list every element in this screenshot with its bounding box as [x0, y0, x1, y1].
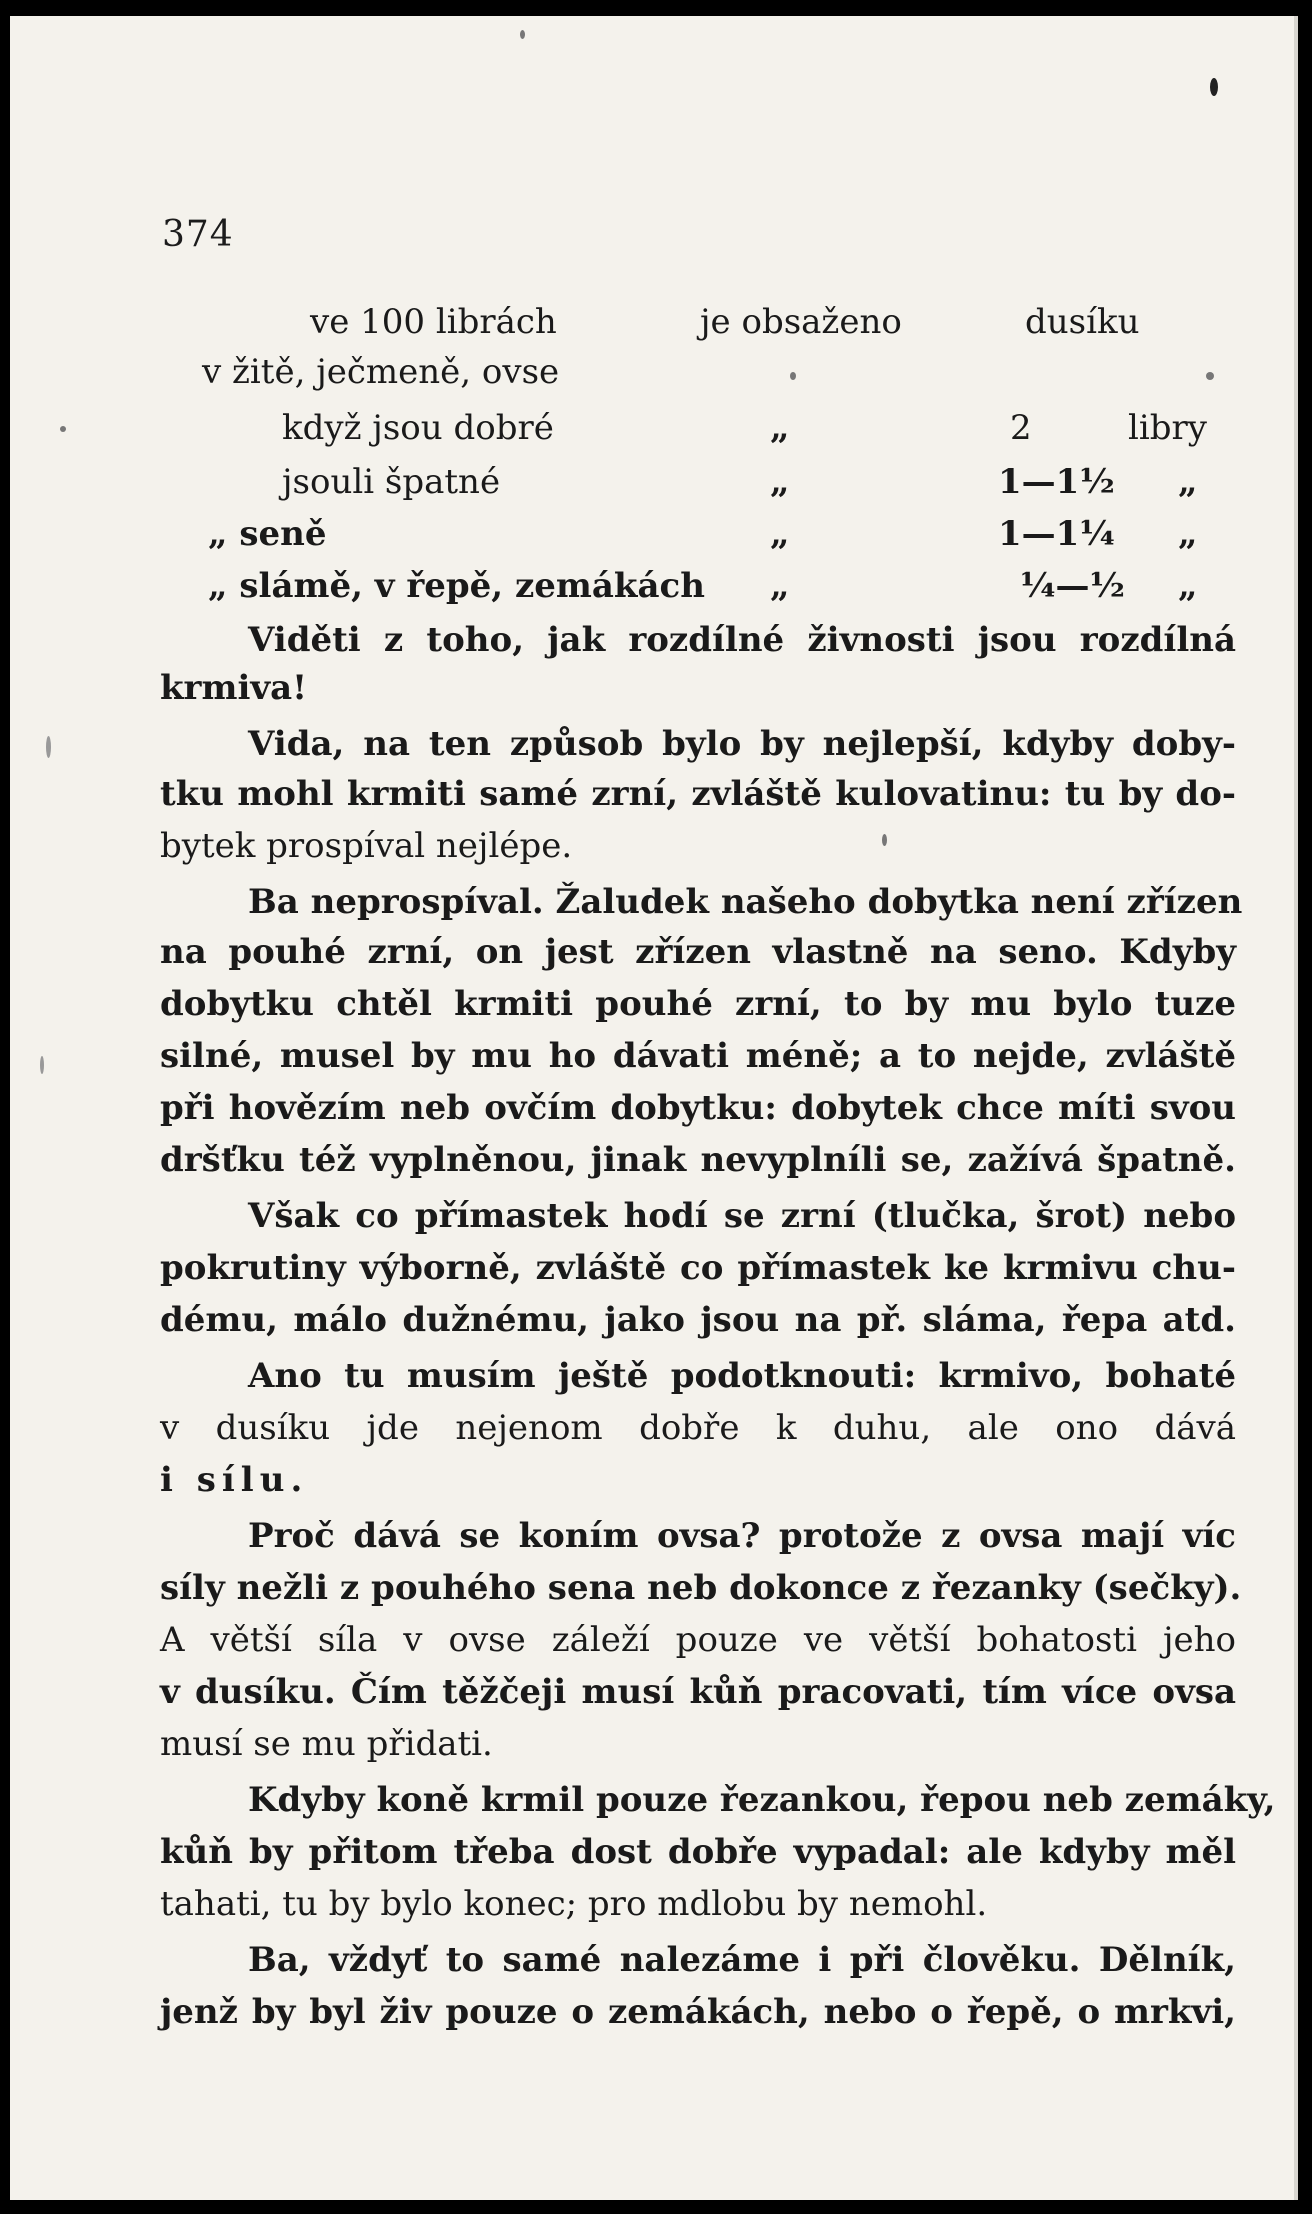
text-line: kůň by přitom třeba dost dobře vypadal: ale kdyby měl [160, 1832, 1236, 1872]
text-line: dému, málo dužnému, jako jsou na př. sláma, řepa atd. [160, 1300, 1236, 1340]
text-line: na pouhé zrní, on jest zřízen vlastně na seno. Kdyby [160, 932, 1236, 972]
text-line: silné, musel by mu ho dávati méně; a to nejde, zvláště [160, 1036, 1236, 1076]
text-line: tku mohl krmiti samé zrní, zvláště kulovatinu: tu by do- [160, 774, 1236, 814]
text-line: jenž by byl živ pouze o zemákách, nebo o řepě, o mrkvi, [160, 1992, 1236, 2032]
text-line: krmiva! [160, 668, 308, 708]
row-mark: „ [770, 514, 790, 554]
header-col1: ve 100 librách [310, 302, 557, 342]
page-edge [1294, 16, 1298, 2200]
text-line: Ba, vždyť to samé nalezáme i při člověku. Dělník, [248, 1940, 1236, 1980]
text-line: bytek prospíval nejlépe. [160, 826, 573, 866]
text-line: pokrutiny výborně, zvláště co přímastek ke krmivu chu- [160, 1248, 1236, 1288]
row-mark: „ [770, 408, 790, 448]
text-line: Proč dává se koním ovsa? protože z ovsa mají víc [248, 1516, 1236, 1556]
header-col3: dusíku [1025, 302, 1140, 342]
row-unit: „ [1178, 566, 1198, 606]
text-line: i sílu. [160, 1460, 309, 1500]
text-line: A větší síla v ovse záleží pouze ve větší bohatosti jeho [160, 1620, 1236, 1660]
ink-speck [520, 30, 525, 39]
text-line: dobytku chtěl krmiti pouhé zrní, to by mu bylo tuze [160, 984, 1236, 1024]
text-line: Ano tu musím ještě podotknouti: krmivo, bohaté [248, 1356, 1236, 1396]
text-line: Vida, na ten způsob bylo by nejlepší, kdyby doby- [248, 724, 1236, 764]
ink-speck [1210, 78, 1218, 96]
text-line: Viděti z toho, jak rozdílné živnosti jsou rozdílná [248, 620, 1236, 660]
book-page [10, 16, 1294, 2200]
text-line: Však co přímastek hodí se zrní (tlučka, šrot) nebo [248, 1196, 1236, 1236]
ink-speck [40, 1056, 44, 1074]
row-unit: libry [1128, 408, 1207, 448]
row-label: „ slámě, v řepě, zemákách [208, 566, 705, 606]
row-value: ¼—½ [1020, 566, 1125, 606]
text-line: Kdyby koně krmil pouze řezankou, řepou neb zemáky, [248, 1780, 1276, 1820]
ink-speck [46, 736, 51, 758]
ink-speck [60, 426, 66, 432]
row-label: „ seně [208, 514, 327, 554]
row-label: v žitě, ječmeně, ovse [202, 352, 560, 392]
row-value: 2 [1010, 408, 1032, 448]
text-line: Ba neprospíval. Žaludek našeho dobytka není zřízen [248, 882, 1243, 922]
ink-speck [1206, 372, 1214, 380]
text-line: v dusíku jde nejenom dobře k duhu, ale ono dává [160, 1408, 1236, 1448]
row-value: 1—1½ [998, 462, 1115, 502]
row-label: když jsou dobré [282, 408, 554, 448]
text-line: síly nežli z pouhého sena neb dokonce z řezanky (sečky). [160, 1568, 1242, 1608]
text-line: musí se mu přidati. [160, 1724, 493, 1764]
row-mark: „ [770, 462, 790, 502]
row-mark: „ [770, 566, 790, 606]
text-line: tahati, tu by bylo konec; pro mdlobu by nemohl. [160, 1884, 988, 1924]
row-unit: „ [1178, 514, 1198, 554]
text-line: v dusíku. Čím těžčeji musí kůň pracovati, tím více ovsa [160, 1672, 1236, 1712]
header-col2: je obsaženo [700, 302, 902, 342]
row-label: jsouli špatné [282, 462, 501, 502]
text-line: dršťku též vyplněnou, jinak nevyplníli se, zažívá špatně. [160, 1140, 1236, 1180]
page-number: 374 [162, 214, 234, 255]
ink-speck [790, 372, 796, 380]
row-unit: „ [1178, 462, 1198, 502]
text-line: při hovězím neb ovčím dobytku: dobytek chce míti svou [160, 1088, 1236, 1128]
row-value: 1—1¼ [998, 514, 1115, 554]
